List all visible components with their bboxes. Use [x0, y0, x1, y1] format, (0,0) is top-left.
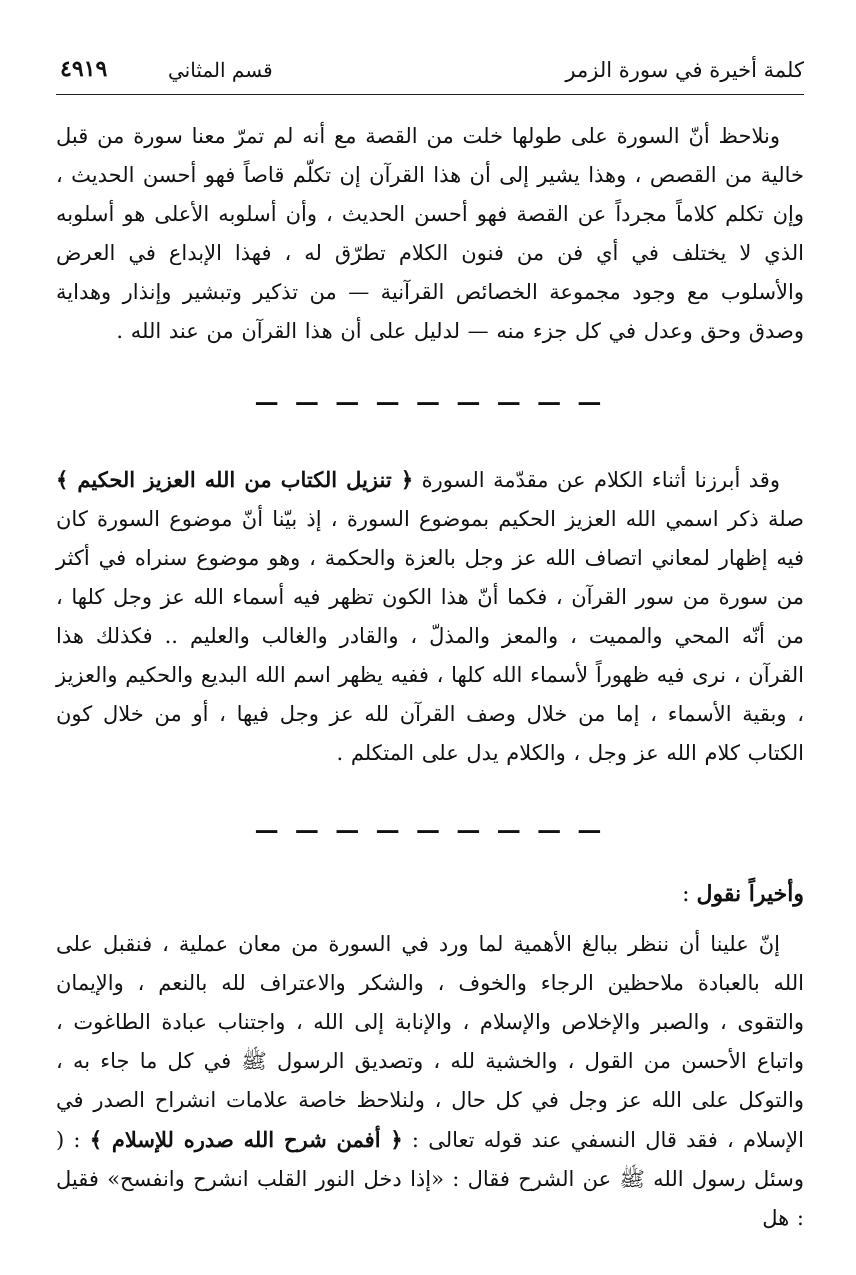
- page-number: ٤٩١٩: [60, 56, 108, 82]
- paragraph-no-stories: ونلاحظ أنّ السورة على طولها خلت من القصة مع أنه لم تمرّ معنا سورة من قبل خالية من القصص ، وهذا يشير إلى أن هذا القرآن إن تكلّم قاصاً فهو أحسن الحديث ، وإن تكلم كلاماً مجرداً عن القصة فهو أحسن الحديث ، وأن أسلوبه الأعلى هو أسلوبه الذي لا يختلف في أي فن من فنون الكلام تطرّق له ، فهذا الإبداع في العرض والأسلوب مع وجود مجموعة الخصائص القرآنية — من تذكير وتبشير وإنذار وهداية وصدق وحق وعدل في كل جزء منه — لدليل على أن هذا القرآن من عند الله .: [56, 124, 804, 343]
- quran-quote-tanzil: ﴿ تنزيل الكتاب من الله العزيز الحكيم ﴾: [56, 467, 414, 492]
- closing-heading: [56, 874, 804, 915]
- header-title: كلمة أخيرة في سورة الزمر: [565, 58, 804, 82]
- running-header: [56, 56, 804, 95]
- section-divider: — — — — — — — — —: [254, 815, 606, 844]
- paragraph-3-continuation: : ( وسئل رسول الله ﷺ عن الشرح فقال : «إذا دخل النور القلب انشرح وانفسح» فقيل : هل: [56, 1128, 804, 1230]
- paragraph-3-body: إنّ علينا أن ننظر ببالغ الأهمية لما ورد في السورة من معان عملية ، فنقبل على الله بالعبادة ملاحظين الرجاء والخوف ، والشكر والاعتراف لله بالنعم ، والإيمان والتقوى ، والصبر والإخلاص والإسلام ، والإنابة إلى الله ، واجتناب عبادة الطاغوت ، واتباع الأحسن من القول ، والخشية لله ، وتصديق الرسول ﷺ في كل ما جاء به ، والتوكل على الله عز وجل في كل حال ، ولنلاحظ خاصة علامات انشراح الصدر في الإسلام ، فقد قال النسفي عند قوله تعالى :: [56, 932, 804, 1152]
- paragraph-2-body: صلة ذكر اسمي الله العزيز الحكيم بموضوع السورة ، إذ بيّنا أنّ موضوع السورة كان فيه إظهار لمعاني اتصاف الله عز وجل بالعزة والحكمة ، وهو موضوع سنراه في أكثر من سورة من سور القرآن ، فكما أنّ هذا الكون تظهر فيه أسماء الله عز وجل كلها ، من أنّه المحي والمميت ، والمعز والمذلّ ، والقادر والغالب والعليم .. فكذلك هذا القرآن ، نرى فيه ظهوراً لأسماء الله كلها ، ففيه يظهر اسم الله البديع والحكيم والعزيز ، وبقية الأسماء ، إما من خلال وصف القرآن لله عز وجل فيها ، أو من خلال كون الكتاب كلام الله عز وجل ، والكلام يدل على المتكلم .: [56, 507, 804, 765]
- quran-quote-sharh: ﴿ أفمن شرح الله صدره للإسلام ﴾: [89, 1127, 403, 1152]
- section-divider: — — — — — — — — —: [254, 387, 606, 416]
- header-section: قسم المثاني: [168, 58, 273, 82]
- paragraph-2-intro: وقد أبرزنا أثناء الكلام عن مقدّمة السورة: [413, 468, 780, 492]
- closing-heading-text: وأخيراً نقول: [696, 881, 804, 907]
- paragraph-divine-names: [56, 460, 804, 773]
- closing-heading-colon: :: [682, 882, 697, 907]
- paragraph-practical-meanings: [56, 925, 804, 1238]
- book-page: [56, 56, 804, 1238]
